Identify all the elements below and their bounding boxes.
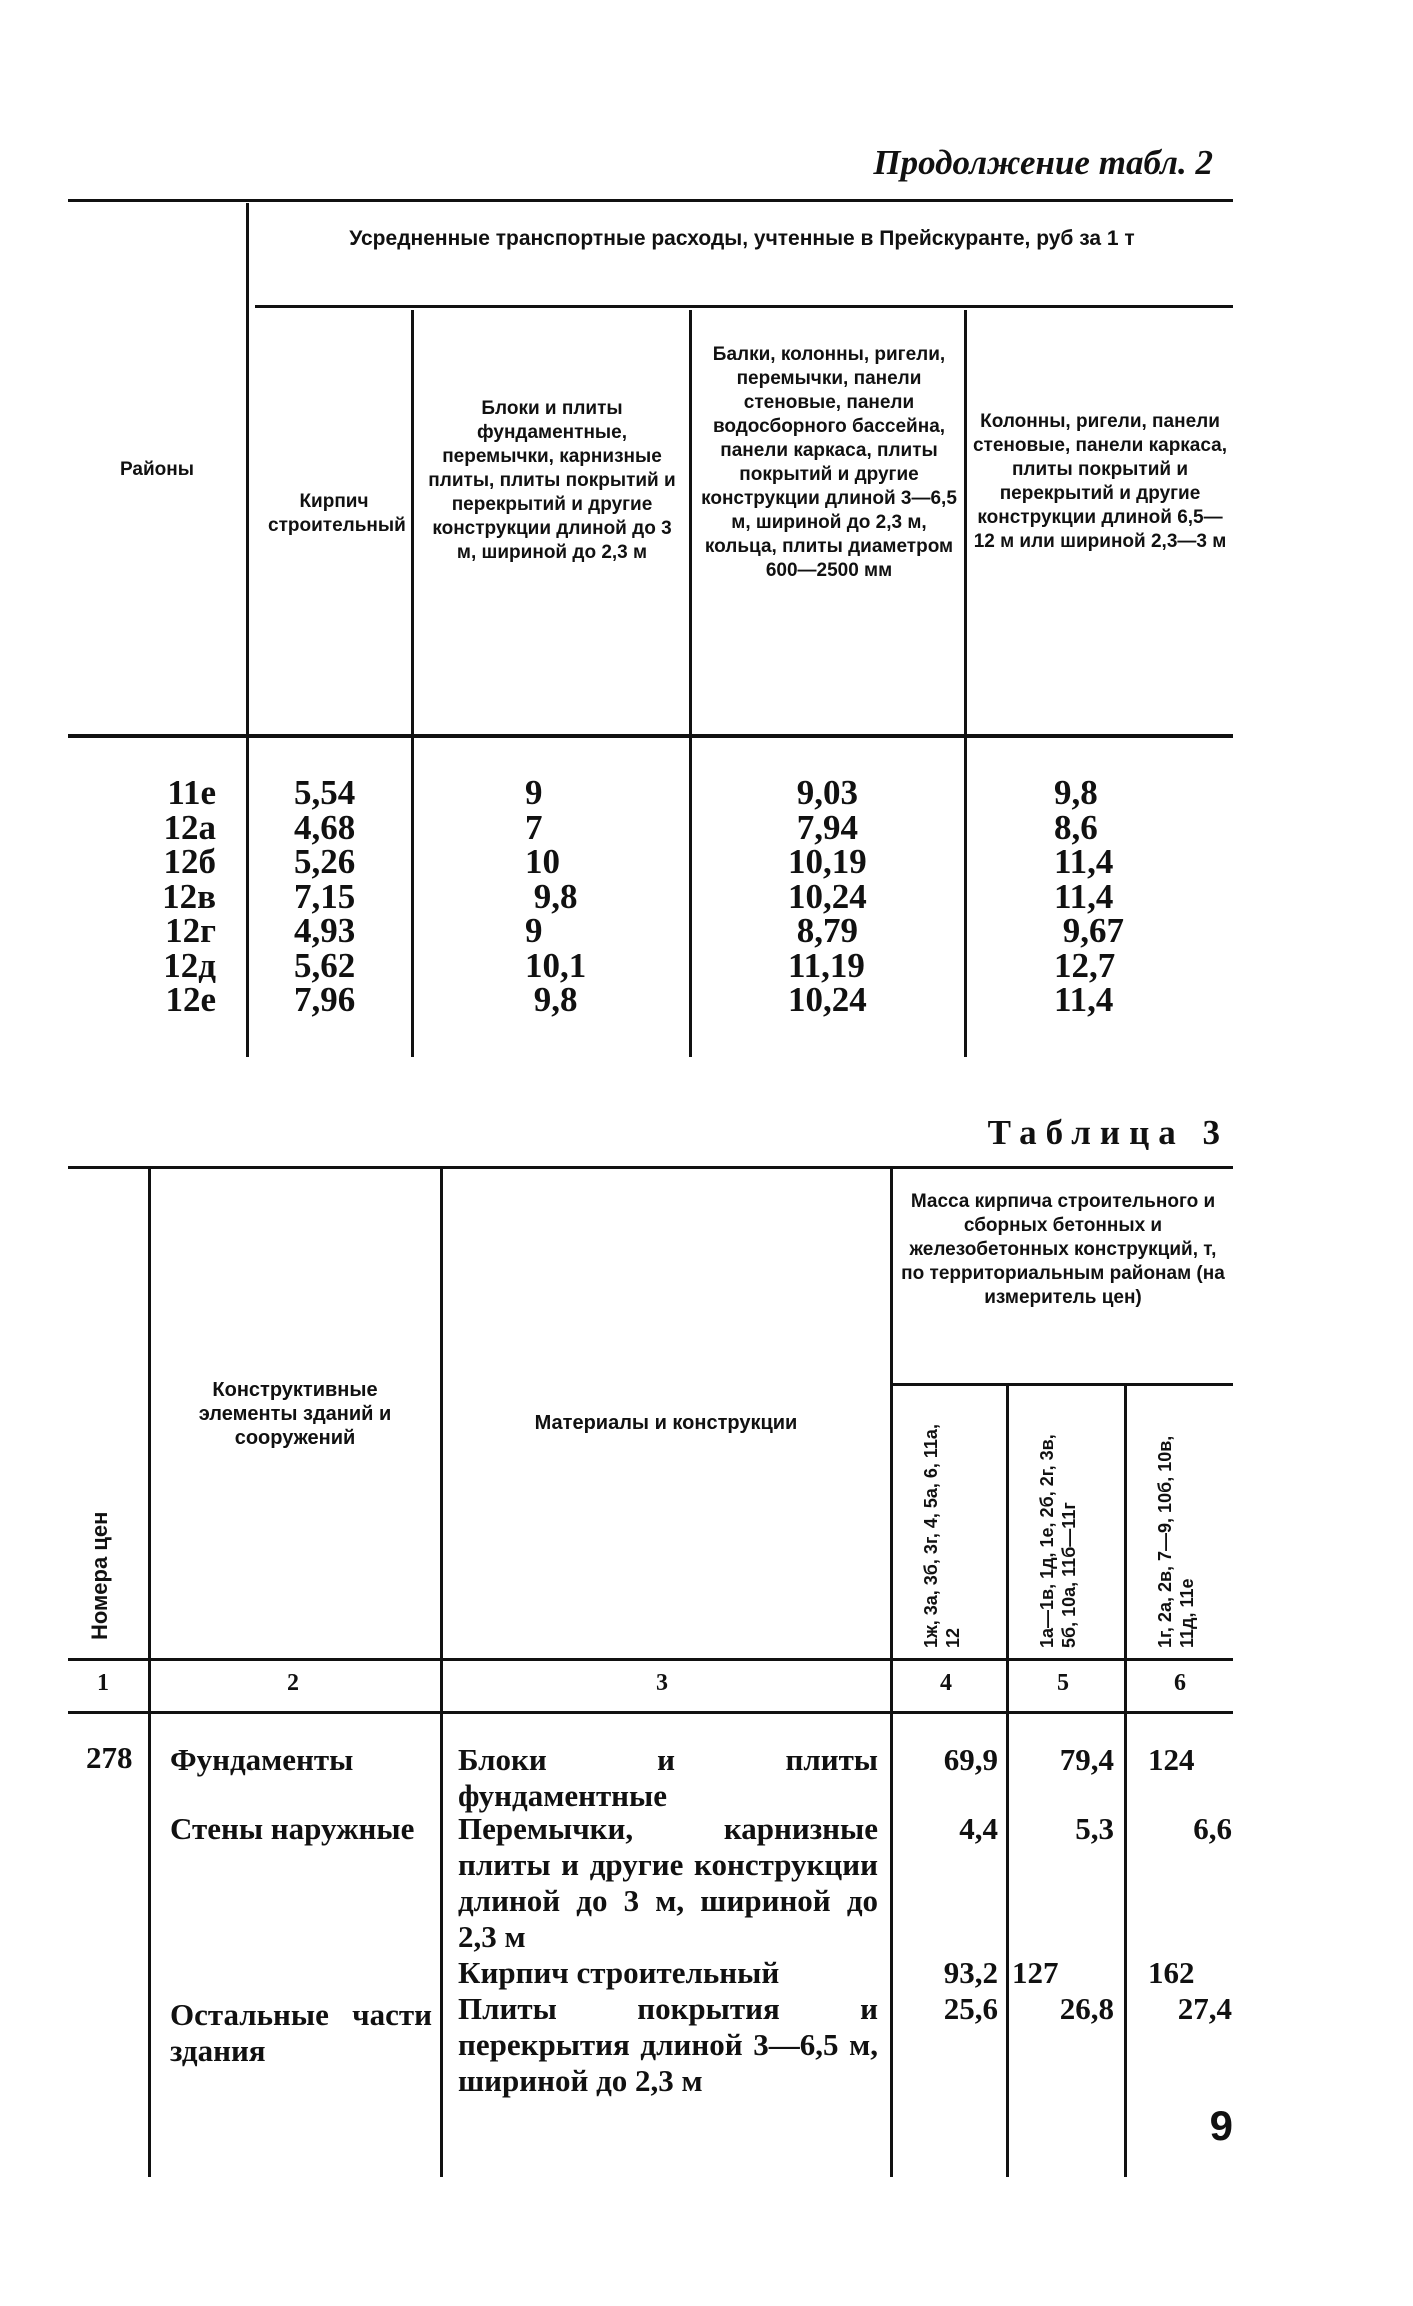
table-3-header-regions-5: 1а—1в, 1д, 1е, 2б, 2г, 3в, 5б, 10а, 11б—11г bbox=[1037, 1434, 1079, 1648]
column-number-4: 4 bbox=[940, 1670, 952, 1696]
column-number-5: 5 bbox=[1057, 1670, 1069, 1696]
value-r6-brick: 162 bbox=[1148, 1955, 1195, 1990]
value-r5-lintels: 5,3 bbox=[1075, 1811, 1114, 1846]
table-2-beams-values: 9,03 7,94 10,19 10,24 8,79 11,19 10,24 bbox=[788, 773, 867, 1019]
table-3-colnum-rule-top bbox=[68, 1658, 1233, 1661]
table-2-divider-4 bbox=[964, 310, 967, 1057]
element-foundations: Фундаменты bbox=[170, 1742, 354, 1777]
value-r4-lintels: 4,4 bbox=[959, 1811, 998, 1846]
table-2-header-brick: Кирпич строительный bbox=[268, 491, 406, 536]
table-3-colnum-rule-bottom bbox=[68, 1711, 1233, 1714]
table-3-header-materials: Материалы и конструкции bbox=[534, 1412, 798, 1434]
column-number-2: 2 bbox=[287, 1670, 299, 1696]
continuation-title: Продолжение табл. 2 bbox=[873, 143, 1213, 182]
table-2-header-group: Усредненные транспортные расходы, учтенные в Прейскуранте, руб за 1 т bbox=[349, 227, 1135, 250]
table-2-header-blocks: Блоки и плиты фундаментные, перемычки, карнизные плиты, плиты покрытий и перекрытий и другие конструкции длиной до 3 м, шириной до 2,3 м bbox=[428, 398, 676, 563]
table-3-header-regions-6: 1г, 2а, 2в, 7—9, 10б, 10в, 11д, 11е bbox=[1155, 1435, 1197, 1648]
value-r4-brick: 93,2 bbox=[943, 1955, 998, 1990]
value-r6-foundations: 124 bbox=[1148, 1742, 1195, 1777]
column-number-3: 3 bbox=[656, 1670, 668, 1696]
table-2-group-rule bbox=[255, 305, 1233, 308]
value-r5-foundations: 79,4 bbox=[1059, 1742, 1114, 1777]
table-2-blocks-values: 9 7 10 9,8 9 10,1 9,8 bbox=[525, 773, 587, 1019]
column-number-6: 6 bbox=[1174, 1670, 1186, 1696]
value-r5-brick: 127 bbox=[1012, 1955, 1059, 1990]
table-3-divider-5 bbox=[1124, 1386, 1127, 2177]
table-2-brick-values: 5,54 4,68 5,26 7,15 4,93 5,62 7,96 bbox=[294, 773, 356, 1019]
page-number: 9 bbox=[1209, 2102, 1233, 2149]
table-3-header-price-no: Номера цен bbox=[87, 1511, 112, 1640]
price-number: 278 bbox=[86, 1740, 133, 1775]
table-2-regions: 11е 12а 12б 12в 12г 12д 12е bbox=[162, 773, 216, 1019]
table-2-columns-values: 9,8 8,6 11,4 11,4 9,67 12,7 11,4 bbox=[1054, 773, 1124, 1019]
table-3-divider-1 bbox=[148, 1169, 151, 2177]
table-2-top-rule bbox=[68, 199, 1233, 202]
table-3-header-regions-4: 1ж, 3а, 3б, 3г, 4, 5а, 6, 11а, 12 bbox=[921, 1424, 963, 1648]
table-3-header-elements: Конструктивные элементы зданий и сооружений bbox=[198, 1379, 392, 1449]
table-3-header-mass-group: Масса кирпича строительного и сборных бетонных и железобетонных конструкций, т, по территориальным районам (на измеритель цен) bbox=[901, 1191, 1225, 1308]
table-3-divider-2 bbox=[440, 1169, 443, 2177]
element-outer-walls: Стены наружные bbox=[170, 1811, 415, 1846]
material-slabs: Плиты покрытия и перекрытия длиной 3—6,5 м, шириной до 2,3 м bbox=[458, 1991, 878, 2098]
table-3-top-rule bbox=[68, 1166, 1233, 1169]
table-2-header-beams: Балки, колонны, ригели, перемычки, панели стеновые, панели водосборного бассейна, панели каркаса, плиты покрытий и другие конструкции длиной 3—6,5 м, шириной до 2,3 м, кольца, плиты диаметром 600—2500 мм bbox=[701, 344, 957, 581]
table-3-mass-rule bbox=[893, 1383, 1233, 1386]
table-2-divider-2 bbox=[411, 310, 414, 1057]
value-r5-slabs: 26,8 bbox=[1059, 1991, 1114, 2026]
column-number-1: 1 bbox=[97, 1670, 109, 1696]
table-2-header-rule bbox=[68, 734, 1233, 738]
element-other-parts: Остальные части здания bbox=[170, 1997, 432, 2068]
table-3-divider-4 bbox=[1006, 1386, 1009, 2177]
table-3-divider-3 bbox=[890, 1169, 893, 2177]
value-r4-slabs: 25,6 bbox=[943, 1991, 998, 2026]
table-2-header-columns: Колонны, ригели, панели стеновые, панели каркаса, плиты покрытий и перекрытий и другие конструкции длиной 6,5—12 м или шириной 2,3—3 м bbox=[972, 411, 1228, 552]
material-lintels: Перемычки, карнизные плиты и другие конструкции длиной до 3 м, шириной до 2,3 м bbox=[458, 1811, 878, 1954]
table-2-header-regions: Районы bbox=[120, 459, 194, 480]
table-2-divider-1 bbox=[246, 203, 249, 1057]
value-r6-slabs: 27,4 bbox=[1177, 1991, 1232, 2026]
table-2-divider-3 bbox=[689, 310, 692, 1057]
value-r4-foundations: 69,9 bbox=[943, 1742, 998, 1777]
table-3-title: Таблица 3 bbox=[987, 1113, 1229, 1152]
material-brick: Кирпич строительный bbox=[458, 1955, 780, 1990]
value-r6-lintels: 6,6 bbox=[1193, 1811, 1232, 1846]
material-foundation-blocks: Блоки и плиты фундаментные bbox=[458, 1742, 878, 1813]
